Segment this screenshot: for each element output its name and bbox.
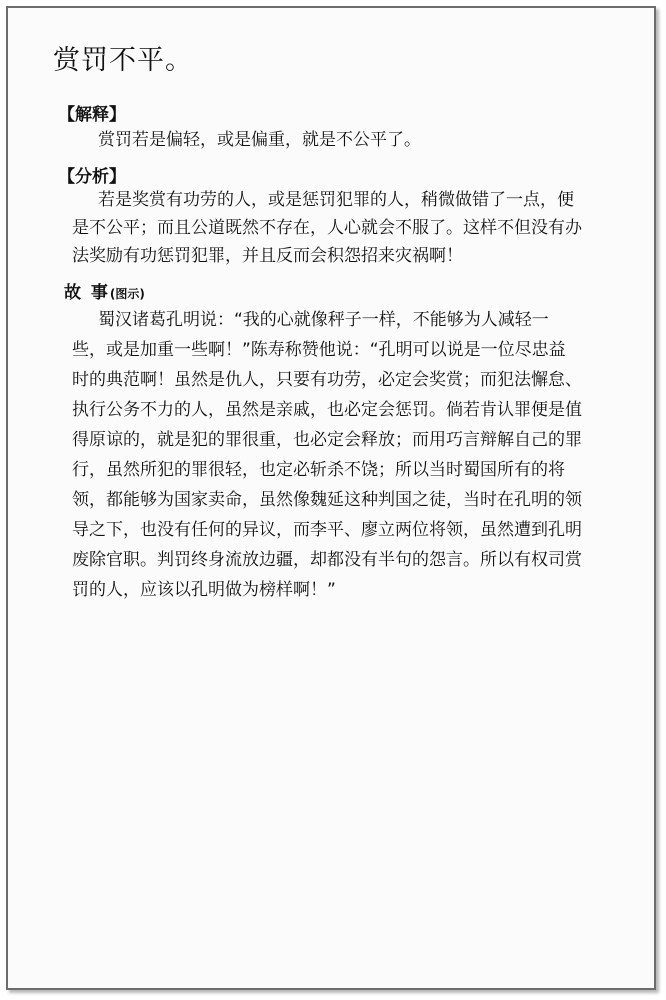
analysis-line: 是不公平；而且公道既然不存在，人心就会不服了。这样不但没有办 xyxy=(72,218,582,238)
document-page xyxy=(6,6,656,990)
story-line: 行，虽然所犯的罪很轻，也定必斩杀不饶；所以当时蜀国所有的将 xyxy=(72,460,565,480)
story-line: 执行公务不力的人，虽然是亲戚，也必定会惩罚。倘若肯认罪便是值 xyxy=(72,400,582,420)
explain-line: 赏罚若是偏轻，或是偏重，就是不公平了。 xyxy=(98,130,421,150)
analysis-line: 法奖励有功惩罚犯罪，并且反而会积怨招来灾祸啊！ xyxy=(72,246,463,266)
page-title: 赏罚不平。 xyxy=(53,45,193,76)
story-heading-sub: (图示) xyxy=(109,287,145,301)
section-heading-explain: 【解释】 xyxy=(58,105,126,125)
story-line: 废除官职。判罚终身流放边疆，却都没有半句的怨言。所以有权司赏 xyxy=(72,550,582,570)
section-heading-story xyxy=(64,278,145,303)
section-heading-analysis: 【分析】 xyxy=(58,167,126,187)
story-line: 罚的人，应该以孔明做为榜样啊！” xyxy=(72,580,336,600)
story-heading-label: 故 事 xyxy=(64,283,110,303)
story-line: 领，都能够为国家卖命，虽然像魏延这种判国之徒，当时在孔明的领 xyxy=(72,490,582,510)
story-line: 得原谅的，就是犯的罪很重，也必定会释放；而用巧言辩解自己的罪 xyxy=(72,430,582,450)
story-line: 导之下，也没有任何的异议，而李平、廖立两位将领，虽然遭到孔明 xyxy=(72,520,582,540)
story-line: 蜀汉诸葛孔明说：“我的心就像秤子一样，不能够为人减轻一 xyxy=(98,310,549,330)
analysis-line: 若是奖赏有功劳的人，或是惩罚犯罪的人，稍微做错了一点，便 xyxy=(98,190,574,210)
story-line: 时的典范啊！虽然是仇人，只要有功劳，必定会奖赏；而犯法懈怠、 xyxy=(72,370,582,390)
story-line: 些，或是加重一些啊！”陈寿称赞他说：“孔明可以说是一位尽忠益 xyxy=(72,340,566,360)
